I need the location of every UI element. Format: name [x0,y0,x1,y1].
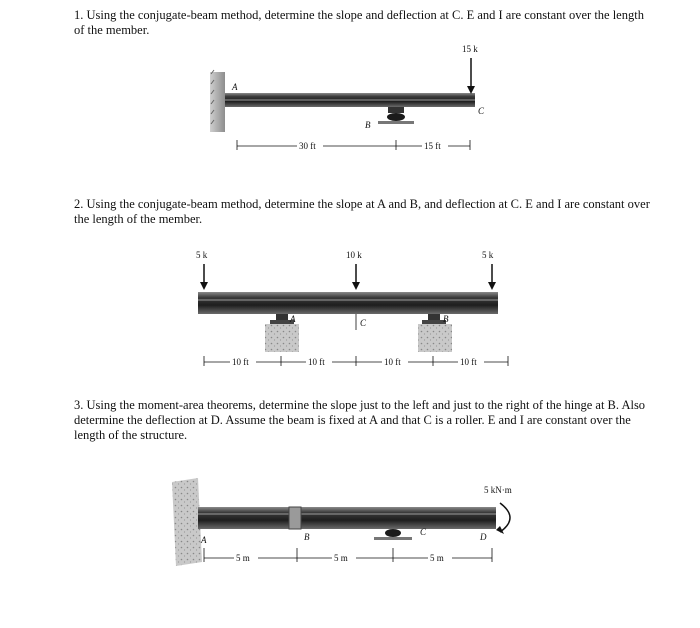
beam-3 [198,507,496,529]
problem-2-text: 2. Using the conjugate-beam method, determine the slope at A and B, and deflection at C. E and I are constant over the length of the member. [74,197,650,226]
moment-arrow [500,503,510,532]
label-b: B [304,532,310,542]
dim-10ft-4: 10 ft [460,357,477,367]
dim-10ft-1: 10 ft [232,357,249,367]
moment-label: 5 kN·m [484,485,512,495]
beam-2 [198,292,498,314]
label-c: C [420,527,427,537]
problem-1-text: 1. Using the conjugate-beam method, determine the slope and deflection at C. E and I are constant over the length of the member. [74,8,644,37]
dim-5m-3: 5 m [430,553,444,563]
problem-3-text: 3. Using the moment-area theorems, determine the slope just to the left and just to the right of the hinge at B. Also determine the deflection at D. Assume the beam is fixed at A and that C is a roller. E and I are constant over the length of the structure. [74,398,646,442]
fixed-wall-a [172,478,202,566]
label-d: D [480,532,487,542]
load-label: 15 k [462,44,478,54]
hinge-b [289,507,301,529]
dim-10ft-3: 10 ft [384,357,401,367]
dim-15ft: 15 ft [424,141,441,151]
label-b: B [365,120,371,130]
load-10k: 10 k [346,250,362,260]
roller-support-c [374,529,412,540]
load-5k-left: 5 k [196,250,208,260]
label-a: A [232,82,238,92]
figure-3 [172,478,512,566]
load-5k-right: 5 k [482,250,494,260]
roller-support-b [378,107,414,124]
label-b: B [443,314,449,324]
dim-5m-2: 5 m [334,553,348,563]
figure-1 [210,44,485,151]
label-a: A [290,314,296,324]
label-c: C [360,318,367,328]
figure-2 [196,250,508,367]
label-c: C [478,106,485,116]
label-a: A [201,535,207,545]
dim-5m-1: 5 m [236,553,250,563]
dim-30ft: 30 ft [299,141,316,151]
dim-10ft-2: 10 ft [308,357,325,367]
